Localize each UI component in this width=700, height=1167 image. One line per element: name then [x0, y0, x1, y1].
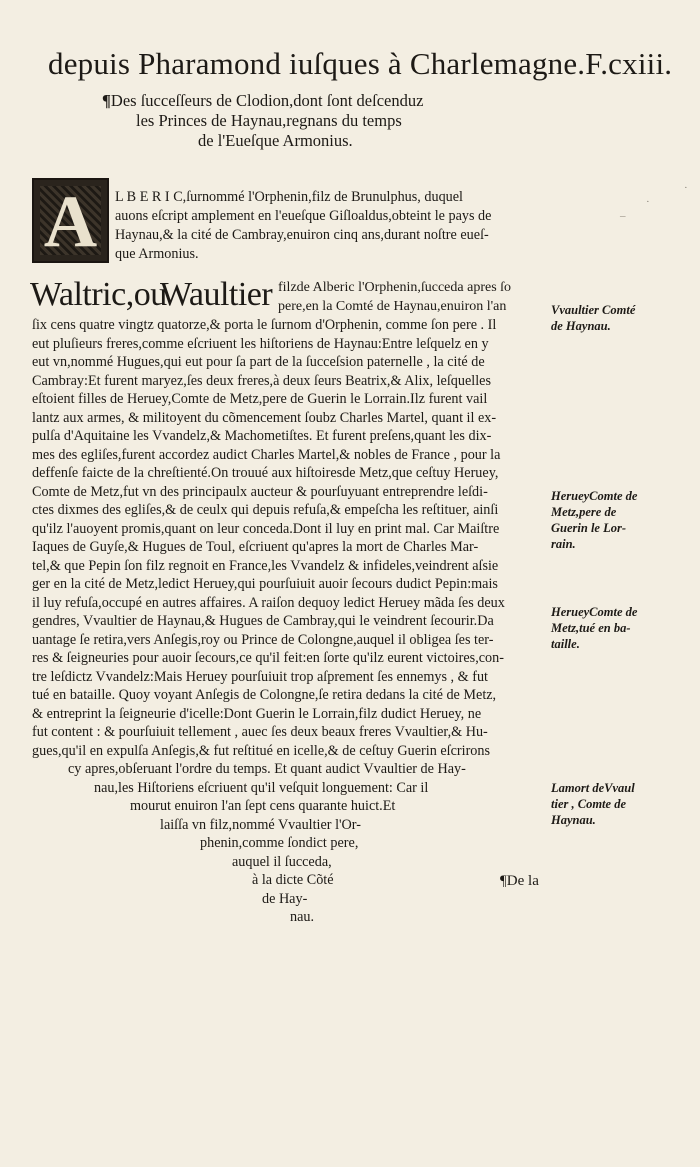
abstract-line: que Armonius.: [115, 246, 199, 262]
body-line: deffenſe faicte de la chreſtienté.On trouué aux hiſtoiresde Metz,que ceſtuy Heruey,: [32, 465, 499, 481]
ink-speck: –: [620, 210, 626, 222]
ink-speck: ·: [646, 196, 650, 208]
body-line: filzde Alberic l'Orphenin,ſucceda apres ſo: [278, 280, 512, 295]
body-line: phenin,comme ſondict pere,: [200, 835, 359, 851]
body-line: mes des egliſes,furent accordez audict Charles Martel,& nobles de France , pour la: [32, 446, 501, 463]
body-line: Cambray:Et furent maryez,ſes deux freres,à deux ſeurs Beatrix,& Alix, leſquelles: [32, 372, 491, 389]
body-line: ſix cens quatre vingtz quatorze,& porta le ſurnom d'Orphenin, comme ſon pere . Il: [32, 317, 497, 333]
abstract-line: Haynau,& la cité de Cambray,enuiron cinq ans,durant noſtre eueſ-: [115, 227, 489, 243]
chapter-heading-line: ¶Des ſucceſſeurs de Clodion,dont ſont deſcenduz: [102, 91, 424, 110]
body-line: il luy refuſa,occupé en autres affaires. A raiſon dequoy ledict Heruey mãda ſes deux: [32, 594, 505, 611]
body-line: & entreprint la ſeigneurie d'icelle:Dont Guerin le Lorrain,filz dudict Heruey, ne: [32, 705, 482, 722]
abstract-line: auons eſcript amplement en l'eueſque Giſloaldus,obteint le pays de: [115, 208, 492, 224]
body-line: auquel il ſucceda,: [232, 853, 332, 870]
decorated-initial: [32, 178, 109, 263]
chapter-abstract: [115, 188, 550, 264]
chapter-heading: [100, 91, 520, 151]
section-first-lines: [278, 279, 548, 316]
body-line: cy apres,obſeruant l'ordre du temps. Et quant audict Vvaultier de Hay-: [68, 761, 466, 777]
body-line: de Hay-: [262, 890, 308, 907]
body-line: tel,& que Pepin ſon filz regnoit en France,les Vvandelz & infideles,veindrent aſsie: [32, 557, 499, 574]
body-line: Comte de Metz,fut vn des principaulx aucteur & pourſuyuant entreprendre leſdi-: [32, 483, 488, 500]
body-line: qu'ilz l'auoyent promis,quant on leur conceda.Dont il luy en print mal. Car Maiſtre: [32, 520, 500, 537]
body-line: nau.: [290, 909, 315, 925]
margin-note: Vvaultier Comté de Haynau.: [551, 303, 636, 333]
body-line: ctes dixmes des egliſes,& de ceulx qui depuis refuſa,& empeſcha les reſtituer, ainſi: [32, 502, 499, 518]
margin-note: HerueyComte de Metz,tué en ba- taille.: [551, 605, 638, 651]
running-head: depuis Pharamond iuſques à Charlemagne.F.cxiii.: [48, 46, 673, 81]
body-line: gues,qu'il en expulſa Anſegis,& fut reſtitué en icelle,& de ceſtuy Guerin eſcrirons: [32, 742, 490, 759]
body-line: gendres, Vvaultier de Haynau,& Hugues de Cambray,qui le veindrent ſecourir.Da: [32, 613, 494, 629]
body-line: fut content : & pourſuiuit tellement , auec ſes deux beaux freres Vvaultier,& Hu-: [32, 724, 488, 740]
body-line: nau,les Hiſtoriens eſcriuent qu'il veſquit longuement: Car il: [94, 779, 429, 796]
body-line: laiſſa vn filz,nommé Vvaultier l'Or-: [160, 816, 361, 833]
margin-note: HerueyComte de Metz,pere de Guerin le Lor- rain.: [551, 489, 638, 551]
body-line: à la dicte Cõté: [252, 872, 334, 888]
section-heading-word: Waltric,ou: [30, 276, 167, 313]
chapter-heading-line: de l'Eueſque Armonius.: [198, 131, 353, 150]
body-line: uantage ſe retira,vers Anſegis,roy ou Prince de Colongne,auquel il obligea ſes ter-: [32, 631, 494, 648]
body-line: mourut enuiron l'an ſept cens quarante huict.Et: [130, 798, 396, 814]
body-line: pulſa d'Aquitaine les Vvandelz,& Machometiſtes. Et furent preſens,quant les dix-: [32, 428, 492, 444]
body-line: lantz aux armes, & militoyent du cõmencement ſoubz Charles Martel, quant il ex-: [32, 409, 497, 426]
initial-letter: A: [43, 181, 98, 263]
body-line: Iaques de Guyſe,& Hugues de Toul, eſcriuent qu'apres la mort de Charles Mar-: [32, 539, 479, 555]
body-line: pere,en la Comté de Haynau,enuiron l'an: [278, 298, 507, 314]
catchword: ¶De la: [500, 873, 539, 889]
section-body: [32, 316, 547, 927]
body-line: eut vn,nommé Hugues,qui eut pour ſa part de la ſucceſsion paternelle , la cité de: [32, 354, 485, 370]
body-line: eſtoient filles de Heruey,Comte de Metz,pere de Guerin le Lorrain.Ilz furent vail: [32, 391, 488, 407]
body-line: ger en la cité de Metz,ledict Heruey,qui pourſuiuit auoir ſecours dudict Pepin:mais: [32, 576, 498, 592]
chapter-heading-line: les Princes de Haynau,regnans du temps: [136, 111, 402, 130]
section-heading-word: Waultier: [160, 276, 273, 313]
body-line: tre leſdictz Vvandelz:Mais Heruey pourſuiuit trop aſprement ſes ennemys , & fut: [32, 668, 488, 685]
pilcrow-icon: ¶: [102, 91, 111, 110]
body-line: tué en bataille. Quoy voyant Anſegis de Colongne,ſe retira dedans la cité de Metz,: [32, 687, 497, 703]
margin-note: Lamort deVvaul tier , Comte de Haynau.: [551, 781, 635, 827]
body-line: res & ſeigneuries pour auoir ſecours,ce qu'il feit:en ſorte qu'ilz eurent victoires,con-: [32, 650, 504, 666]
ink-speck: ·: [684, 182, 688, 194]
body-line: eut pluſieurs freres,comme eſcriuent les hiſtoriens de Haynau:Entre leſquelz en y: [32, 335, 489, 352]
abstract-line: L B E R I C,ſurnommé l'Orphenin,filz de Brunulphus, duquel: [115, 189, 464, 205]
